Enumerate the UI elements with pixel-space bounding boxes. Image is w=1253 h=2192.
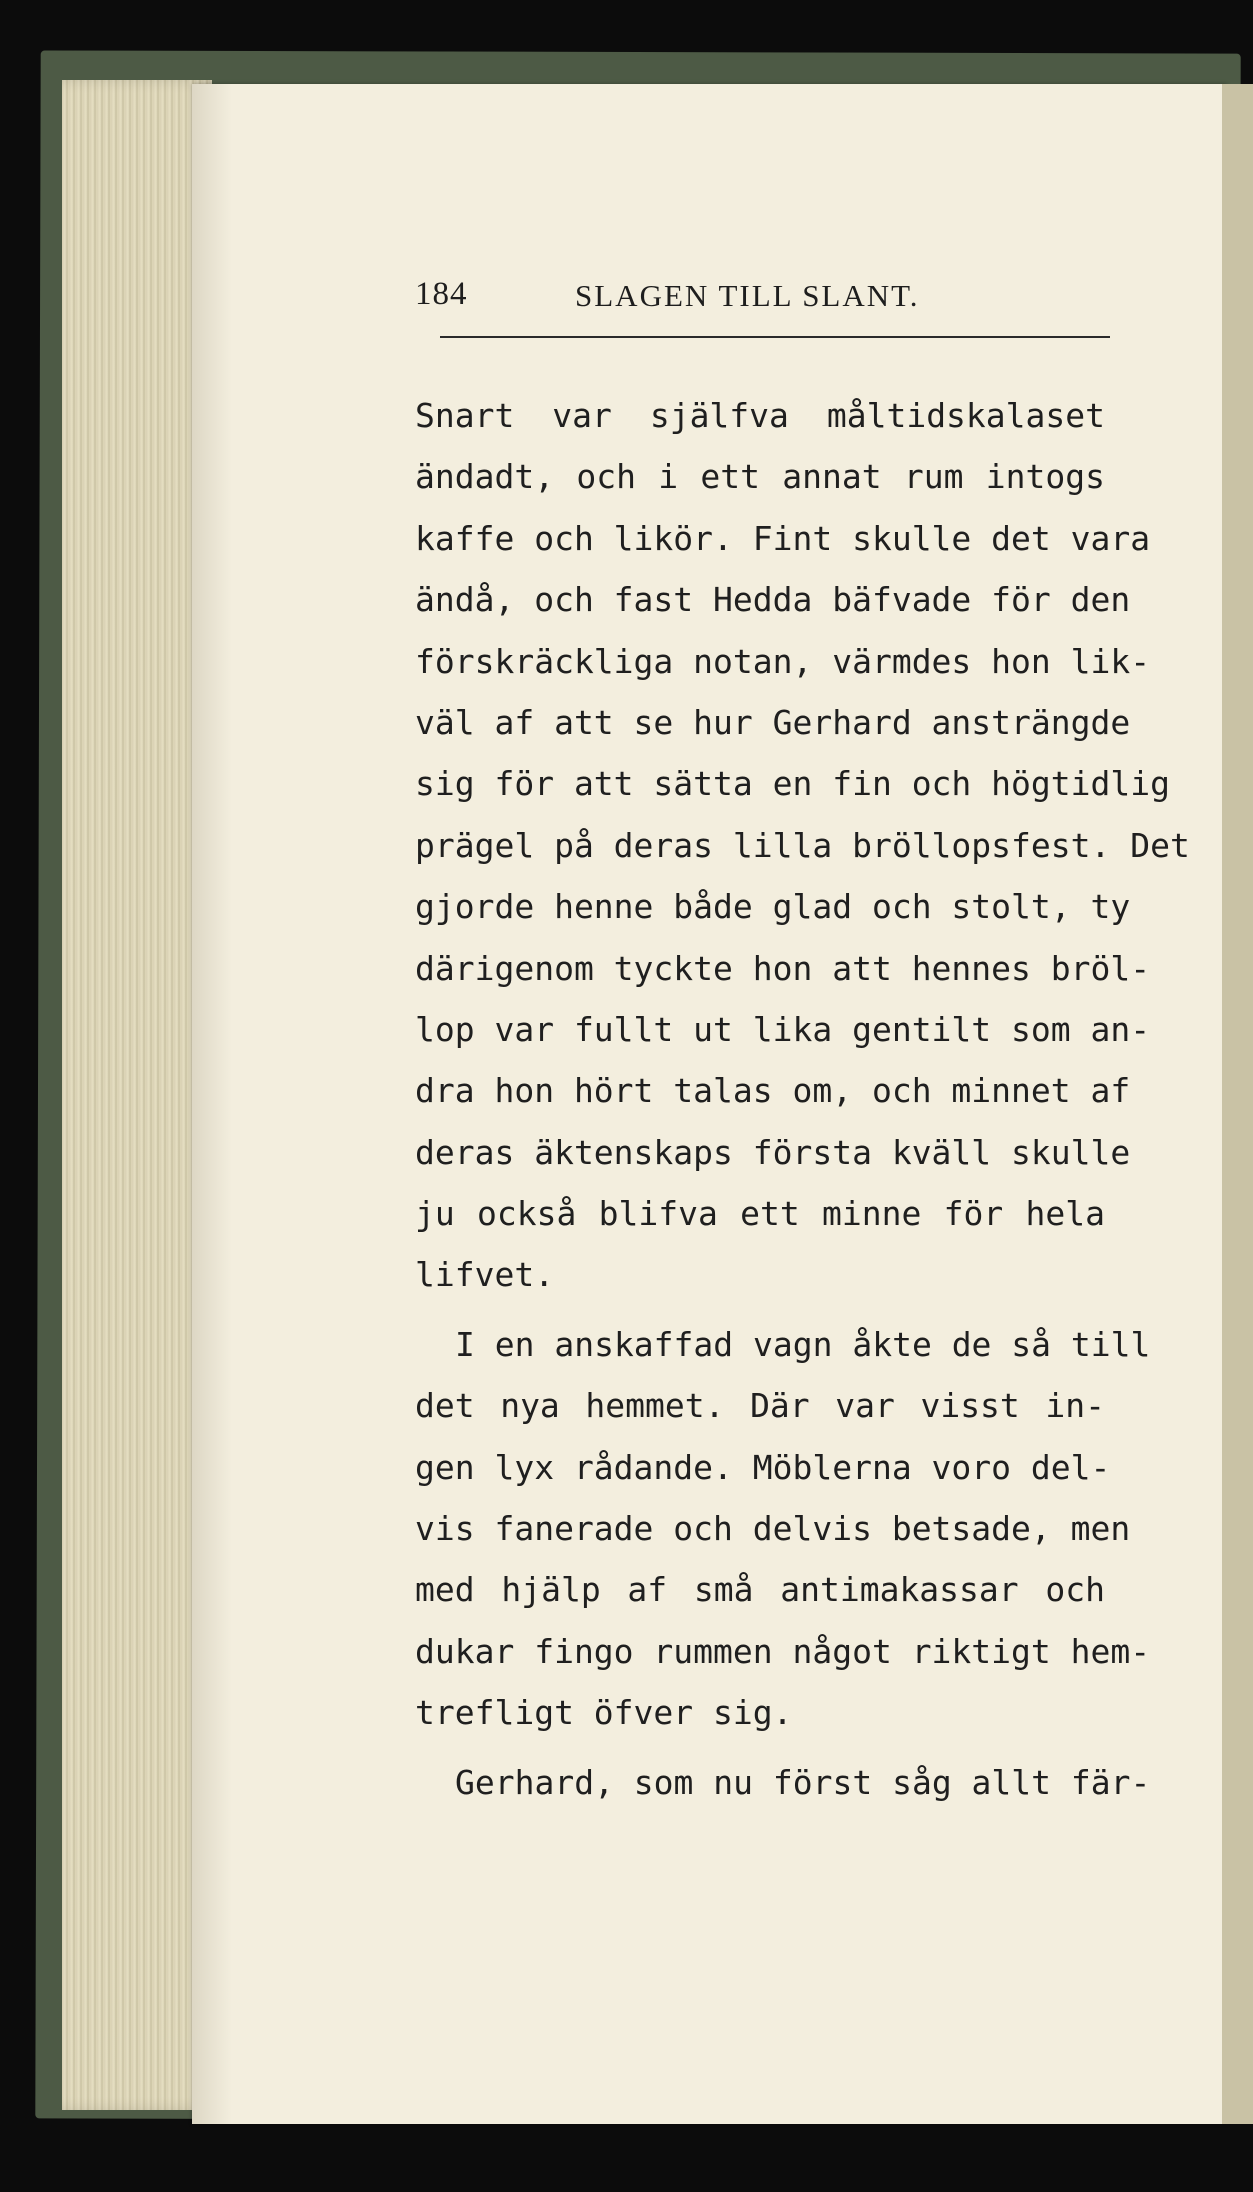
text-line: ju också blifva ett minne för hela: [415, 1194, 1105, 1234]
text-line: det nya hemmet. Där var visst in-: [415, 1386, 1105, 1426]
text-line: dra hon hört talas om, och minnet af: [415, 1071, 1131, 1111]
next-page-edge: [1222, 84, 1253, 2124]
text-line: lifvet.: [415, 1255, 555, 1295]
text-line: trefligt öfver sig.: [415, 1693, 793, 1733]
text-line: Snart var själfva måltidskalaset: [415, 396, 1105, 435]
text-line: deras äktenskaps första kväll skulle: [415, 1132, 1131, 1172]
text-line: med hjälp af små antimakassar och: [415, 1570, 1105, 1610]
running-title: SLAGEN TILL SLANT.: [575, 278, 920, 313]
text-line: lop var fullt ut lika gentilt som an-: [415, 1009, 1151, 1049]
paragraph: [415, 385, 1190, 1306]
text-line: I en anskaffad vagn åkte de så till: [455, 1324, 1151, 1364]
text-line: sig för att sätta en fin och högtidlig: [415, 764, 1170, 804]
text-line: därigenom tyckte hon att hennes bröl-: [415, 948, 1151, 988]
header-rule: [440, 336, 1110, 338]
paragraph-gap: [415, 1306, 1105, 1314]
text-line: Gerhard, som nu först såg allt fär-: [455, 1762, 1151, 1802]
text-line: väl af att se hur Gerhard ansträngde: [415, 702, 1131, 742]
text-line: ändadt, och i ett annat rum intogs: [415, 457, 1105, 497]
text-line: gjorde henne både glad och stolt, ty: [415, 887, 1131, 927]
text-line: kaffe och likör. Fint skulle det vara: [415, 518, 1151, 558]
text-line: ändå, och fast Hedda bäfvade för den: [415, 580, 1131, 620]
paragraph: [415, 1314, 1151, 1744]
paragraph: [415, 1752, 1151, 1813]
text-line: gen lyx rådande. Möblerna voro del-: [415, 1447, 1111, 1487]
text-line: förskräckliga notan, värmdes hon lik-: [415, 641, 1151, 681]
text-line: prägel på deras lilla bröllopsfest. Det: [415, 825, 1190, 865]
page-number: 184: [415, 276, 468, 312]
text-line: vis fanerade och delvis betsade, men: [415, 1509, 1131, 1549]
gutter-shadow: [192, 84, 232, 2124]
text-line: dukar fingo rummen något riktigt hem-: [415, 1631, 1151, 1671]
paragraph-gap: [415, 1744, 1105, 1752]
body-text: [415, 385, 1190, 1813]
page-header: [415, 276, 1105, 326]
page-edges-stack: [62, 80, 212, 2110]
